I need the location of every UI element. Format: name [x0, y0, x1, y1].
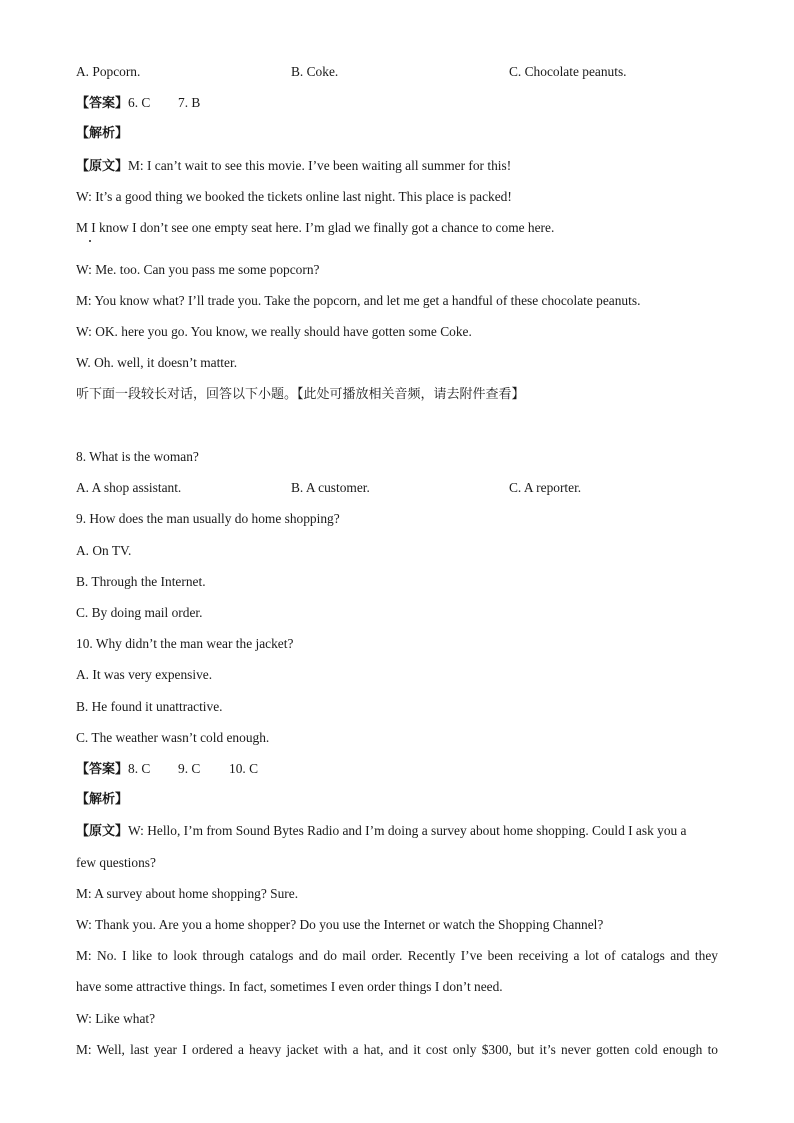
transcript-line: W: It’s a good thing we booked the tickets online last night. This place is packed! — [76, 189, 512, 204]
transcript-label: 【原文】 — [76, 824, 129, 839]
transcript-line: W: Thank you. Are you a home shopper? Do you use the Internet or watch the Shopping Channel? — [76, 917, 604, 932]
q8-option-c: C. A reporter. — [509, 480, 582, 495]
transcript-line — [76, 158, 511, 175]
question-9: 9. How does the man usually do home shopping? — [76, 511, 340, 526]
transcript-text: W: Hello, I’m from Sound Bytes Radio and I’m doing a survey about home shopping. Could I ask you a — [128, 823, 687, 838]
answer-line-1 — [76, 95, 200, 112]
speaker-dot-mark — [89, 240, 91, 242]
transcript-line: M I know I don’t see one empty seat here. I’m glad we finally got a chance to come here. — [76, 220, 555, 235]
transcript-line: few questions? — [76, 855, 156, 870]
answer-label: 【答案】 — [76, 96, 129, 111]
answer-item: 6. C — [128, 95, 151, 110]
transcript-line: W: OK. here you go. You know, we really should have gotten some Coke. — [76, 324, 472, 339]
transcript-line: M: You know what? I’ll trade you. Take the popcorn, and let me get a handful of these chocolate peanuts. — [76, 293, 641, 308]
question-8: 8. What is the woman? — [76, 449, 199, 464]
answer-item: 7. B — [178, 95, 201, 110]
transcript-text: M: I can’t wait to see this movie. I’ve been waiting all summer for this! — [128, 158, 512, 173]
transcript-line: W. Oh. well, it doesn’t matter. — [76, 355, 238, 370]
q9-option-b: B. Through the Internet. — [76, 574, 206, 589]
q7-option-b: B. Coke. — [291, 64, 339, 79]
answer-item: 8. C — [128, 761, 151, 776]
answer-item: 9. C — [178, 761, 201, 776]
answer-line-2 — [76, 761, 258, 778]
section-instruction: 听下面一段较长对话，回答以下小题。【此处可播放相关音频，请去附件查看】 — [76, 387, 525, 402]
transcript-line: M: A survey about home shopping? Sure. — [76, 886, 299, 901]
transcript-label: 【原文】 — [76, 159, 129, 174]
q9-option-c: C. By doing mail order. — [76, 605, 203, 620]
analysis-label-1: 【解析】 — [76, 126, 129, 141]
transcript-line: W: Me. too. Can you pass me some popcorn? — [76, 262, 320, 277]
transcript-line: M: No. I like to look through catalogs and do mail order. Recently I’ve been receiving a lot of catalogs and they — [76, 948, 718, 963]
analysis-label-2: 【解析】 — [76, 792, 129, 807]
q7-option-a: A. Popcorn. — [76, 64, 141, 79]
q10-option-c: C. The weather wasn’t cold enough. — [76, 730, 270, 745]
q9-option-a: A. On TV. — [76, 543, 132, 558]
q10-option-a: A. It was very expensive. — [76, 667, 213, 682]
q7-option-c: C. Chocolate peanuts. — [509, 64, 627, 79]
q8-option-a: A. A shop assistant. — [76, 480, 182, 495]
answer-item: 10. C — [229, 761, 259, 776]
q10-option-b: B. He found it unattractive. — [76, 699, 223, 714]
transcript-line: have some attractive things. In fact, sometimes I even order things I don’t need. — [76, 979, 503, 994]
question-10: 10. Why didn’t the man wear the jacket? — [76, 636, 294, 651]
transcript-line — [76, 823, 687, 840]
q8-option-b: B. A customer. — [291, 480, 370, 495]
transcript-line: M: Well, last year I ordered a heavy jacket with a hat, and it cost only $300, but it’s never gotten cold enough to — [76, 1042, 718, 1057]
transcript-line: W: Like what? — [76, 1011, 156, 1026]
answer-label: 【答案】 — [76, 762, 129, 777]
